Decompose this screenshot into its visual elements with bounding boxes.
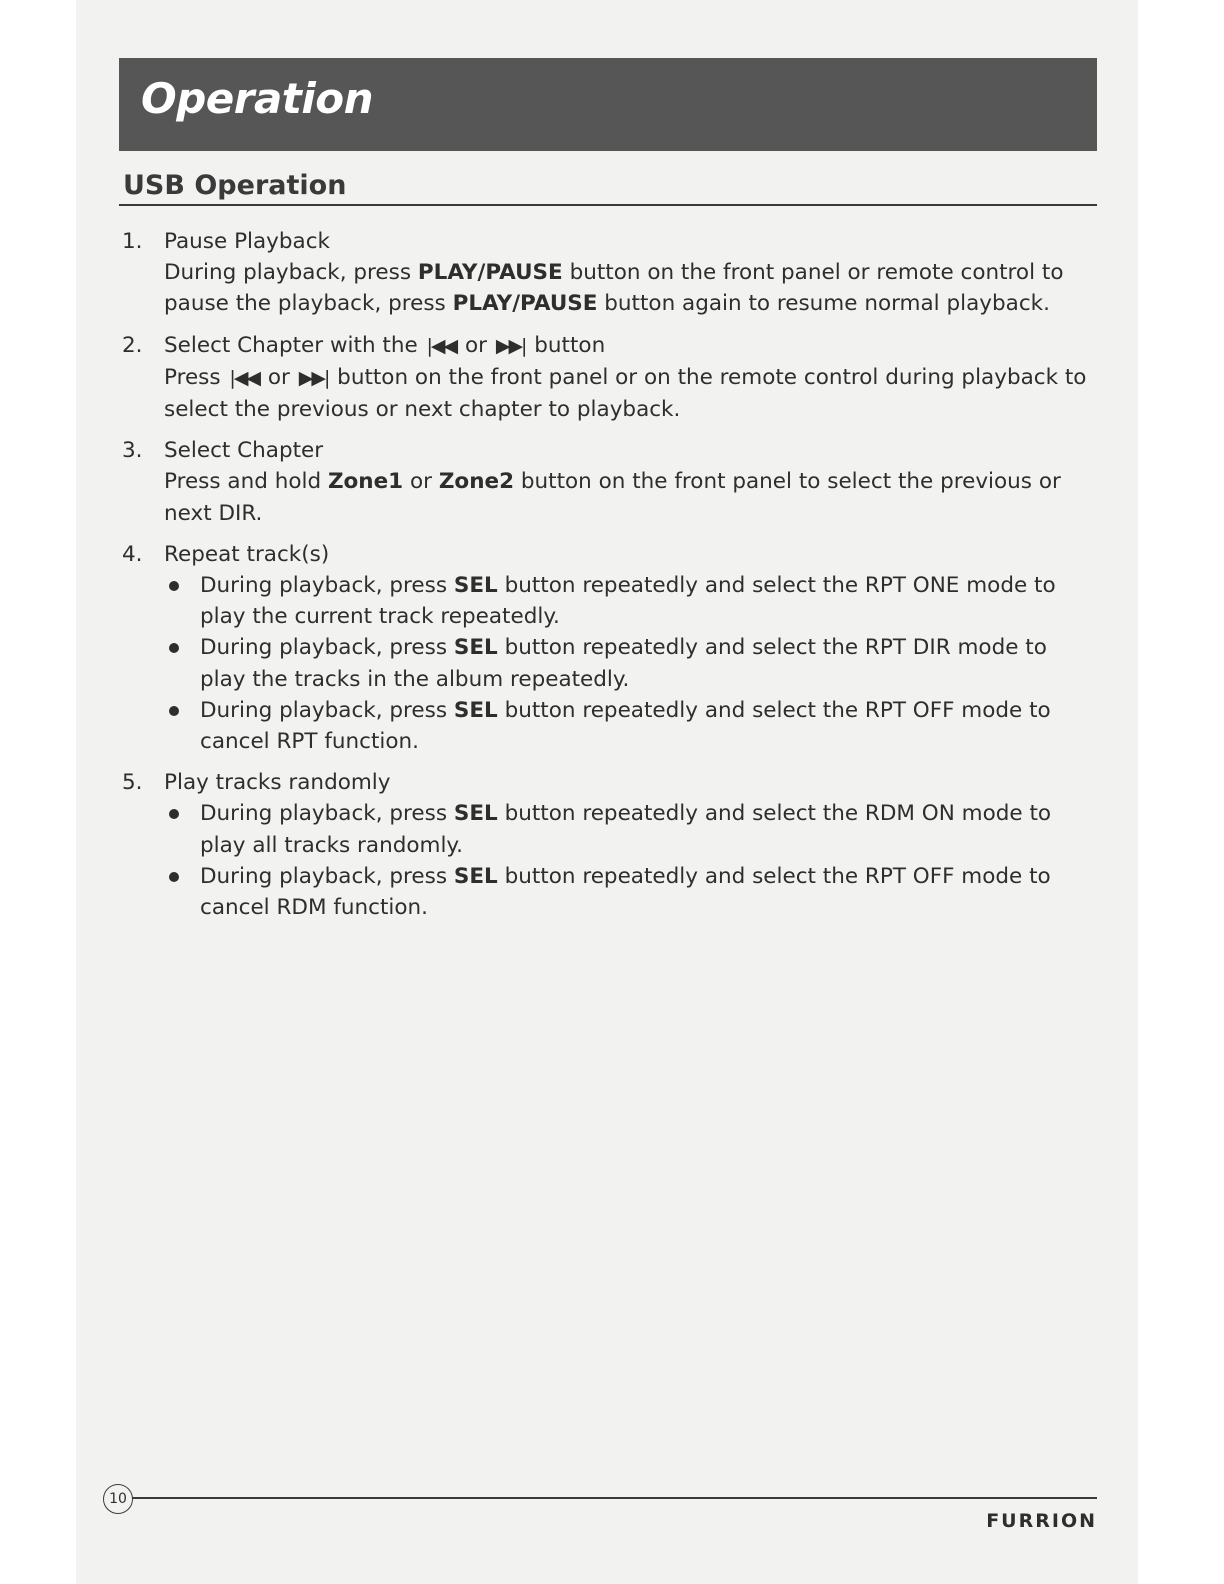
bullet-text: button repeatedly and select the RPT DIR mode to play the tracks in the album repeatedly. <box>200 635 1047 692</box>
bullet-text: button repeatedly and select the RPT OFF mode to cancel RDM function. <box>200 863 1051 921</box>
item-title: Play tracks randomly <box>164 770 391 796</box>
bullet-icon <box>169 809 179 819</box>
page-title: Operation <box>141 74 374 123</box>
list-item <box>119 226 1099 320</box>
section-title: USB Operation <box>123 170 347 201</box>
bullet-text: During playback, press <box>200 863 454 889</box>
bullet-icon <box>169 706 179 716</box>
body-text: Press and hold <box>164 469 328 495</box>
bullet-item <box>164 632 1099 694</box>
play-pause-label: PLAY/PAUSE <box>417 260 563 286</box>
item-number: 4. <box>122 541 143 567</box>
bullet-text: button repeatedly and select the RDM ON mode to play all tracks randomly. <box>200 801 1052 858</box>
body-text: Press <box>164 364 228 390</box>
bullet-item <box>164 798 1099 860</box>
bullet-icon <box>169 643 179 653</box>
previous-chapter-icon: |◀◀ <box>229 366 260 389</box>
sel-label: SEL <box>453 801 498 827</box>
previous-chapter-icon: |◀◀ <box>426 334 457 357</box>
instructions-list <box>119 226 1099 933</box>
item-title: Repeat track(s) <box>164 541 330 567</box>
body-text: or <box>403 469 439 495</box>
brand-logo: FURRION <box>986 1510 1097 1532</box>
sel-label: SEL <box>453 697 498 723</box>
sel-label: SEL <box>453 863 498 889</box>
list-item <box>119 539 1099 757</box>
body-text: During playback, press <box>164 260 418 286</box>
body-text: or <box>261 364 297 390</box>
body-text: button on the front panel to select the previous or next DIR. <box>164 469 1061 526</box>
list-item <box>119 435 1099 529</box>
body-text: button again to resume normal playback. <box>597 291 1050 317</box>
item-number: 5. <box>122 770 143 796</box>
bullet-text: During playback, press <box>200 697 454 723</box>
bullet-item <box>164 695 1099 757</box>
header-banner <box>119 58 1097 151</box>
item-body <box>164 257 1099 319</box>
bullet-text: During playback, press <box>200 801 454 827</box>
item-number: 1. <box>122 229 143 254</box>
footer-divider <box>132 1497 1097 1499</box>
item-number: 2. <box>122 332 143 358</box>
play-pause-label: PLAY/PAUSE <box>452 291 598 317</box>
item-title: Select Chapter <box>164 438 324 464</box>
bullet-list <box>164 798 1099 923</box>
body-text: button on the front panel or on the remote control during playback to select the previous or next chapter to playback. <box>164 364 1087 423</box>
bullet-item <box>164 861 1099 923</box>
bullet-text: During playback, press <box>200 635 454 661</box>
list-item <box>119 767 1099 923</box>
bullet-icon <box>169 872 179 882</box>
next-chapter-icon: ▶▶| <box>298 366 329 389</box>
title-text: Select Chapter with the <box>164 332 425 358</box>
page-number: 10 <box>103 1484 133 1514</box>
item-number: 3. <box>122 438 143 464</box>
item-body <box>164 466 1099 528</box>
title-text: button <box>527 332 606 358</box>
bullet-text: During playback, press <box>200 573 454 599</box>
bullet-item <box>164 570 1099 632</box>
sel-label: SEL <box>453 635 498 661</box>
next-chapter-icon: ▶▶| <box>495 334 526 357</box>
body-text: button on the front panel or remote control to pause the playback, press <box>164 260 1064 317</box>
item-body <box>164 362 1099 425</box>
title-text: or <box>458 332 494 358</box>
bullet-text: button repeatedly and select the RPT OFF mode to cancel RPT function. <box>200 697 1051 755</box>
section-divider <box>119 204 1097 206</box>
zone1-label: Zone1 <box>327 469 404 495</box>
bullet-list <box>164 570 1099 757</box>
item-title <box>164 330 1099 362</box>
bullet-text: button repeatedly and select the RPT ONE mode to play the current track repeatedly. <box>200 573 1056 630</box>
bullet-icon <box>169 581 179 591</box>
item-title: Pause Playback <box>164 229 330 254</box>
sel-label: SEL <box>453 573 498 599</box>
list-item <box>119 330 1099 426</box>
zone2-label: Zone2 <box>438 469 515 495</box>
